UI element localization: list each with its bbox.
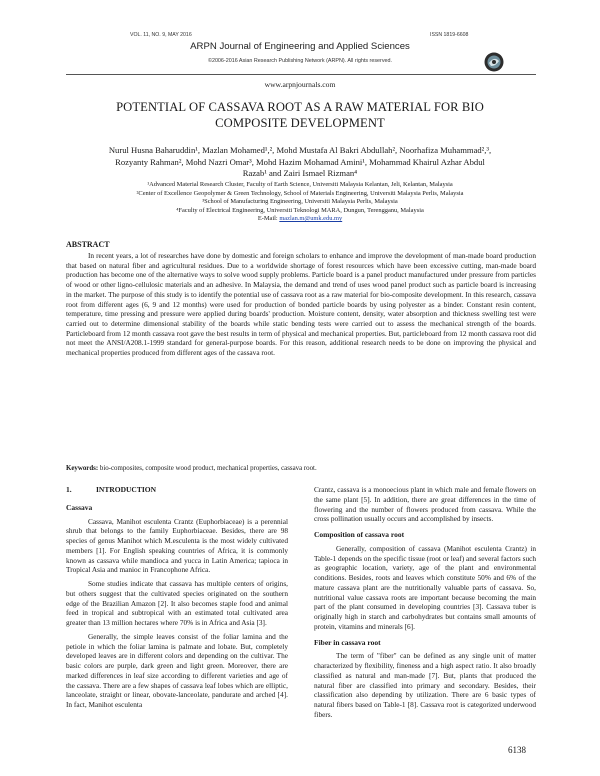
- subheading-cassava: Cassava: [66, 502, 93, 512]
- abstract-heading: ABSTRACT: [66, 240, 110, 249]
- author-list: [60, 145, 540, 180]
- copyright-notice: ©2006-2016 Asian Research Publishing Network (ARPN). All rights reserved.: [207, 58, 393, 64]
- page-number: 6138: [508, 745, 526, 755]
- section-heading: [66, 485, 288, 495]
- section-title: INTRODUCTION: [96, 485, 157, 494]
- affiliation-3: ³School of Manufacturing Engineering, Universiti Malaysia Perlis, Malaysia: [202, 198, 398, 206]
- issn: ISSN 1819-6608: [430, 32, 469, 38]
- paragraph: Generally, composition of cassava (Manihot esculenta Crantz) in Table-1 depends on the specific tissue (root or leaf) and several factors such as geographic location, variety, age of the plant and environmental conditions. Besides, roots and leaves which constitute 50% and 6% of the mature cassava plant are the nutritionally valuable parts of cassava. So, nutritional value cassava roots are important because becoming the main part of the plant consumed in developing countries [3]. Cassava tuber is originally high in starch and carbohydrates but contains small amounts of protein, vitamins and minerals [6].: [314, 543, 536, 631]
- paragraph: Crantz, cassava is a monoecious plant in which male and female flowers on the same plant [5]. In addition, there are great differences in the time of flowering and the number of flowers produced from cassava. While the cross pollination usually occurs and accomplished by insects.: [314, 485, 536, 524]
- paragraph: Some studies indicate that cassava has multiple centers of origins, but others suggest that the cultivated species originated on the southern edge of the Brazilian Amazon [2]. It also becomes staple food and animal feed in tropical and subtropical with an estimated total cultivated area greater than 13 million hectares where 70% is in Africa and Asia [3].: [66, 579, 288, 627]
- affiliations: [60, 181, 540, 224]
- journal-name: ARPN Journal of Engineering and Applied Sciences: [190, 41, 410, 52]
- paragraph: Cassava, Manihot esculenta Crantz (Euphorbiaceae) is a perennial shrub that belongs to the family Euphorbiaceae. Besides, there are 98 species of genus Manihot which M.esculenta is the most widely cultivated members [1]. For English speaking countries of Africa, it is commonly known as cassava while mandioca and yucca in Latin America; tapioca in Tropical Asia and manioc in Francophone Africa.: [66, 516, 288, 575]
- left-column: [66, 485, 288, 714]
- paper-title: [60, 99, 540, 131]
- title-line-2: COMPOSITE DEVELOPMENT: [215, 116, 385, 130]
- keywords-label: Keywords:: [66, 465, 99, 472]
- affiliation-2: ²Center of Excellence Geopolymer & Green Technology, School of Materials Engineering, Universiti Malaysia Perlis, Malaysia: [136, 189, 464, 197]
- journal-logo-icon: [484, 52, 504, 72]
- subheading-fiber: Fiber in cassava root: [314, 637, 381, 647]
- authors-line-2: Rozyanty Rahman², Mohd Nazri Omar³, Mohd Hazim Mohamad Amini¹, Mohammad Khairul Azhar Abdul: [115, 156, 485, 167]
- authors-line-3: Razab¹ and Zairi Ismael Rizman⁴: [242, 168, 358, 178]
- subheading-composition: Composition of cassava root: [314, 530, 405, 539]
- affiliation-1: ¹Advanced Material Research Cluster, Faculty of Earth Science, Universiti Malaysia Kelantan, Jeli, Kelantan, Malaysia: [147, 181, 453, 188]
- keywords: [66, 465, 536, 472]
- affiliation-4: ⁴Faculty of Electrical Engineering, Universiti Teknologi MARA, Dungun, Terengganu, Malaysia: [176, 206, 424, 214]
- abstract-text: In recent years, a lot of researches have done by domestic and foreign scholars to enhance and improve the development of man-made board production that based on natural fiber and agricultural residues. Due to a worldwide shortage of forest resources which have been excessive cutting, man-made board production has become one of the alternative ways to solve wood supply problems. Particle board is a panel product manufactured under pressure from particles of wood or other ligno-cellulosic materials and an adhesive. In Malaysia, the demand and trend of uses wood panel product such as particle board is increasing in the market. The purpose of this study is to identify the potential use of cassava root as a raw material for bio-composite development. In this research, cassava root from different ages (6, 9 and 12 months) were used for production of bonded particle boards by using polyester as a binder. Constant resin content, temperature, time pressing and pressure were applied during boards' production. Moisture content, density, water absorption and thickness swelling test were carried out to determine dimensional stability of the boards while static bending tests were carried out to assess the mechanical strength of the boards. Particleboard from 12 month cassava root gave the best results in term of physical and mechanical properties. But, particleboard from 12 month cassava root did not meet the ANSI/A208.1-1999 standard for general-purpose boards. For this reason, additional research needs to be done on improving the physical and mechanical properties produced from different ages of the cassava root.: [66, 251, 536, 358]
- header-rule: [66, 74, 536, 75]
- section-number: 1.: [66, 485, 72, 494]
- keywords-text: bio-composites, composite wood product, mechanical properties, cassava root.: [98, 465, 317, 472]
- title-line-1: POTENTIAL OF CASSAVA ROOT AS A RAW MATERIAL FOR BIO: [116, 100, 484, 114]
- email-line: [60, 215, 540, 224]
- paragraph: Generally, the simple leaves consist of the foliar lamina and the petiole in which the foliar lamina is palmate and lobate. But, completely developed leaves are in different colors and depending on the cultivar. The basic colors are purple, dark green and light green. Moreover, there are marked differences in leaf size according to different varieties and age of the cassava. There are a few shapes of cassava leaf lobes which are elliptic, lanceolate, straight or linear, obovate-lanceolate, pandurate and arched [4]. In fact, Manihot esculenta: [66, 631, 288, 709]
- paragraph: The term of "fiber" can be defined as any single unit of matter characterized by flexibility, fineness and a high aspect ratio. It also broadly classified as natural and man-made [7]. But, plants that produced the natural fiber are classified into primary and secondary. Besides, their classification also depending by utilization. There are 6 basic types of natural fibers based on Table-1 [8]. Cassava root is categorized underwood fibers.: [314, 651, 536, 719]
- email-link[interactable]: mazlan.m@umk.edu.my: [279, 215, 343, 223]
- email-label: E-Mail:: [257, 215, 280, 223]
- right-column: [314, 485, 536, 724]
- volume-line: VOL. 11, NO. 9, MAY 2016: [130, 32, 192, 38]
- authors-line-1: Nurul Husna Baharuddin¹, Mazlan Mohamed¹,², Mohd Mustafa Al Bakri Abdullah², Noorhafiza Muhammad²,³,: [108, 145, 492, 155]
- journal-url[interactable]: www.arpnjournals.com: [264, 80, 336, 89]
